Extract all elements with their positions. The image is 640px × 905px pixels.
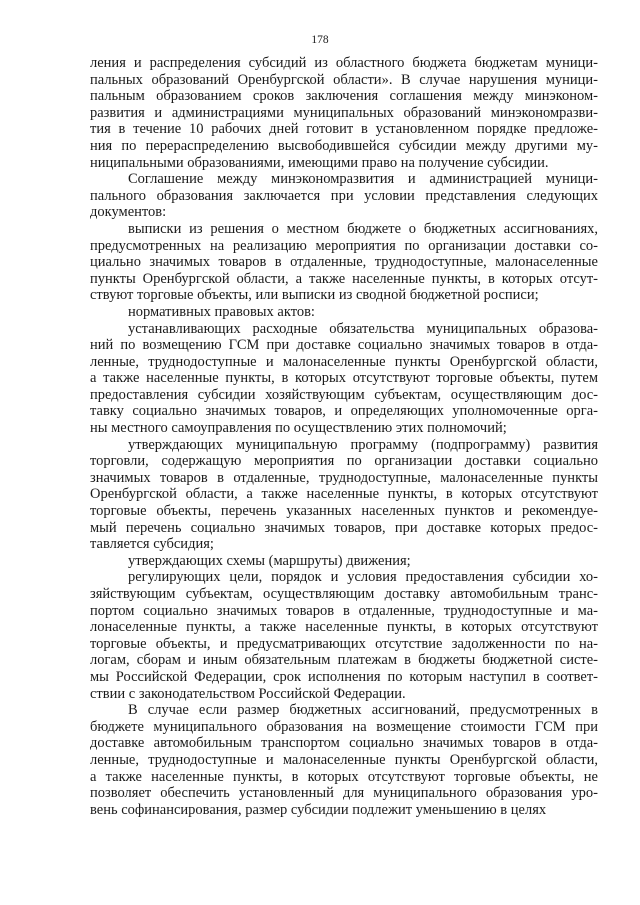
text-line: пальным образованием сроков заключения соглашения между минэконом-	[90, 88, 598, 105]
text-line: значимых товаров в отдаленные, труднодоступные, малонаселенные пункты	[90, 469, 598, 486]
text-line: нормативных правовых актов:	[128, 303, 315, 320]
text-line: логам, сборам и иным обязательным платежам в бюджеты бюджетной систе-	[90, 652, 598, 669]
text-line: ствуют торговые объекты, или выписки из сводной бюджетной росписи;	[90, 287, 539, 304]
text-line: документов:	[90, 204, 167, 221]
paragraph	[90, 171, 598, 221]
text-line: устанавливающих расходные обязательства муниципальных образова-	[128, 320, 598, 337]
text-line: пального образования заключается при условии представления следующих	[90, 187, 598, 204]
text-line: тавку социально значимых товаров, и определяющих уполномоченные орга-	[90, 403, 598, 420]
page-number: 178	[311, 34, 329, 46]
paragraph	[90, 569, 598, 702]
text-line: предоставления субсидии хозяйствующим субъектам, осуществляющим дос-	[90, 386, 598, 403]
text-line: доставке автомобильным транспортом социально значимых товаров в отда-	[90, 735, 598, 752]
text-line: вень софинансирования, размер субсидии подлежит уменьшению в целях	[90, 801, 547, 818]
text-line: ствии с законодательством Российской Федерации.	[90, 685, 406, 702]
text-line: пальных образований Оренбургской области». В случае нарушения муници-	[90, 71, 598, 88]
text-line: Оренбургской области, а также населенные пункты, в которых отсутствуют	[90, 486, 598, 503]
paragraph	[90, 437, 598, 553]
text-line: а также населенные пункты, в которых отсутствуют торговые объекты, не	[90, 768, 598, 785]
text-line: Соглашение между минэкономразвития и администрацией муници-	[128, 171, 598, 188]
text-line: портом социально значимых товаров в отдаленные, труднодоступные и ма-	[90, 602, 598, 619]
text-line: утверждающих схемы (маршруты) движения;	[128, 552, 411, 569]
paragraph	[90, 702, 598, 818]
text-line: циально значимых товаров в отдаленные, труднодоступные, малонаселенные	[90, 254, 598, 271]
text-line: ния по перераспределению высвободившейся субсидии между другими му-	[90, 137, 598, 154]
text-line: предусмотренных на реализацию мероприятия по организации доставки со-	[90, 237, 598, 254]
text-line: В случае если размер бюджетных ассигнований, предусмотренных в	[128, 702, 598, 719]
text-line: тавляется субсидия;	[90, 536, 214, 553]
text-line: бюджете муниципального образования на возмещение стоимости ГСМ при	[90, 718, 598, 735]
text-line: торговые объекты, перечень указанных населенных пунктов и рекомендуе-	[90, 503, 598, 520]
document-body	[90, 55, 598, 818]
text-line: ний по возмещению ГСМ при доставке социально значимых товаров в отда-	[90, 337, 598, 354]
text-line: ленные, труднодоступные и малонаселенные пункты Оренбургской области,	[90, 353, 598, 370]
text-line: торговли, содержащую мероприятия по организации доставки социально	[90, 453, 598, 470]
text-line: мы Российской Федерации, срок исполнения по которым наступил в соответ-	[90, 668, 598, 685]
paragraph	[90, 304, 598, 321]
text-line: позволяет обеспечить установленный для муниципального образования уро-	[90, 785, 598, 802]
paragraph	[90, 553, 598, 570]
text-line: пункты Оренбургской области, а также населенные пункты, в которых отсут-	[90, 270, 598, 287]
paragraph	[90, 321, 598, 437]
text-line: регулирующих цели, порядок и условия предоставления субсидии хо-	[128, 569, 598, 586]
text-line: выписки из решения о местном бюджете о бюджетных ассигнованиях,	[128, 220, 598, 237]
text-line: утверждающих муниципальную программу (подпрограмму) развития	[128, 436, 598, 453]
text-line: лонаселенные пункты, а также населенные пункты, в которых отсутствуют	[90, 619, 598, 636]
text-line: а также населенные пункты, в которых отсутствуют торговые объекты, путем	[90, 370, 598, 387]
text-line: тия в течение 10 рабочих дней готовит в установленном порядке предложе-	[90, 121, 598, 138]
text-line: ниципальными образованиями, имеющими право на получение субсидии.	[90, 154, 549, 171]
text-line: ления и распределения субсидий из областного бюджета бюджетам муници-	[90, 55, 598, 71]
text-line: развития и администрациями муниципальных образований минэкономразви-	[90, 104, 598, 121]
text-line: зяйствующим субъектам, осуществляющим доставку автомобильным транс-	[90, 586, 598, 602]
paragraph	[90, 221, 598, 304]
text-line: торговые объекты, и предусматривающих отсутствие задолженности по на-	[90, 635, 598, 652]
paragraph	[90, 55, 598, 171]
text-line: ленные, труднодоступные и малонаселенные пункты Оренбургской области,	[90, 751, 598, 768]
text-line: ны местного самоуправления по осуществлению этих полномочий;	[90, 420, 507, 437]
text-line: мый перечень социально значимых товаров, при доставке которых предос-	[90, 519, 598, 536]
